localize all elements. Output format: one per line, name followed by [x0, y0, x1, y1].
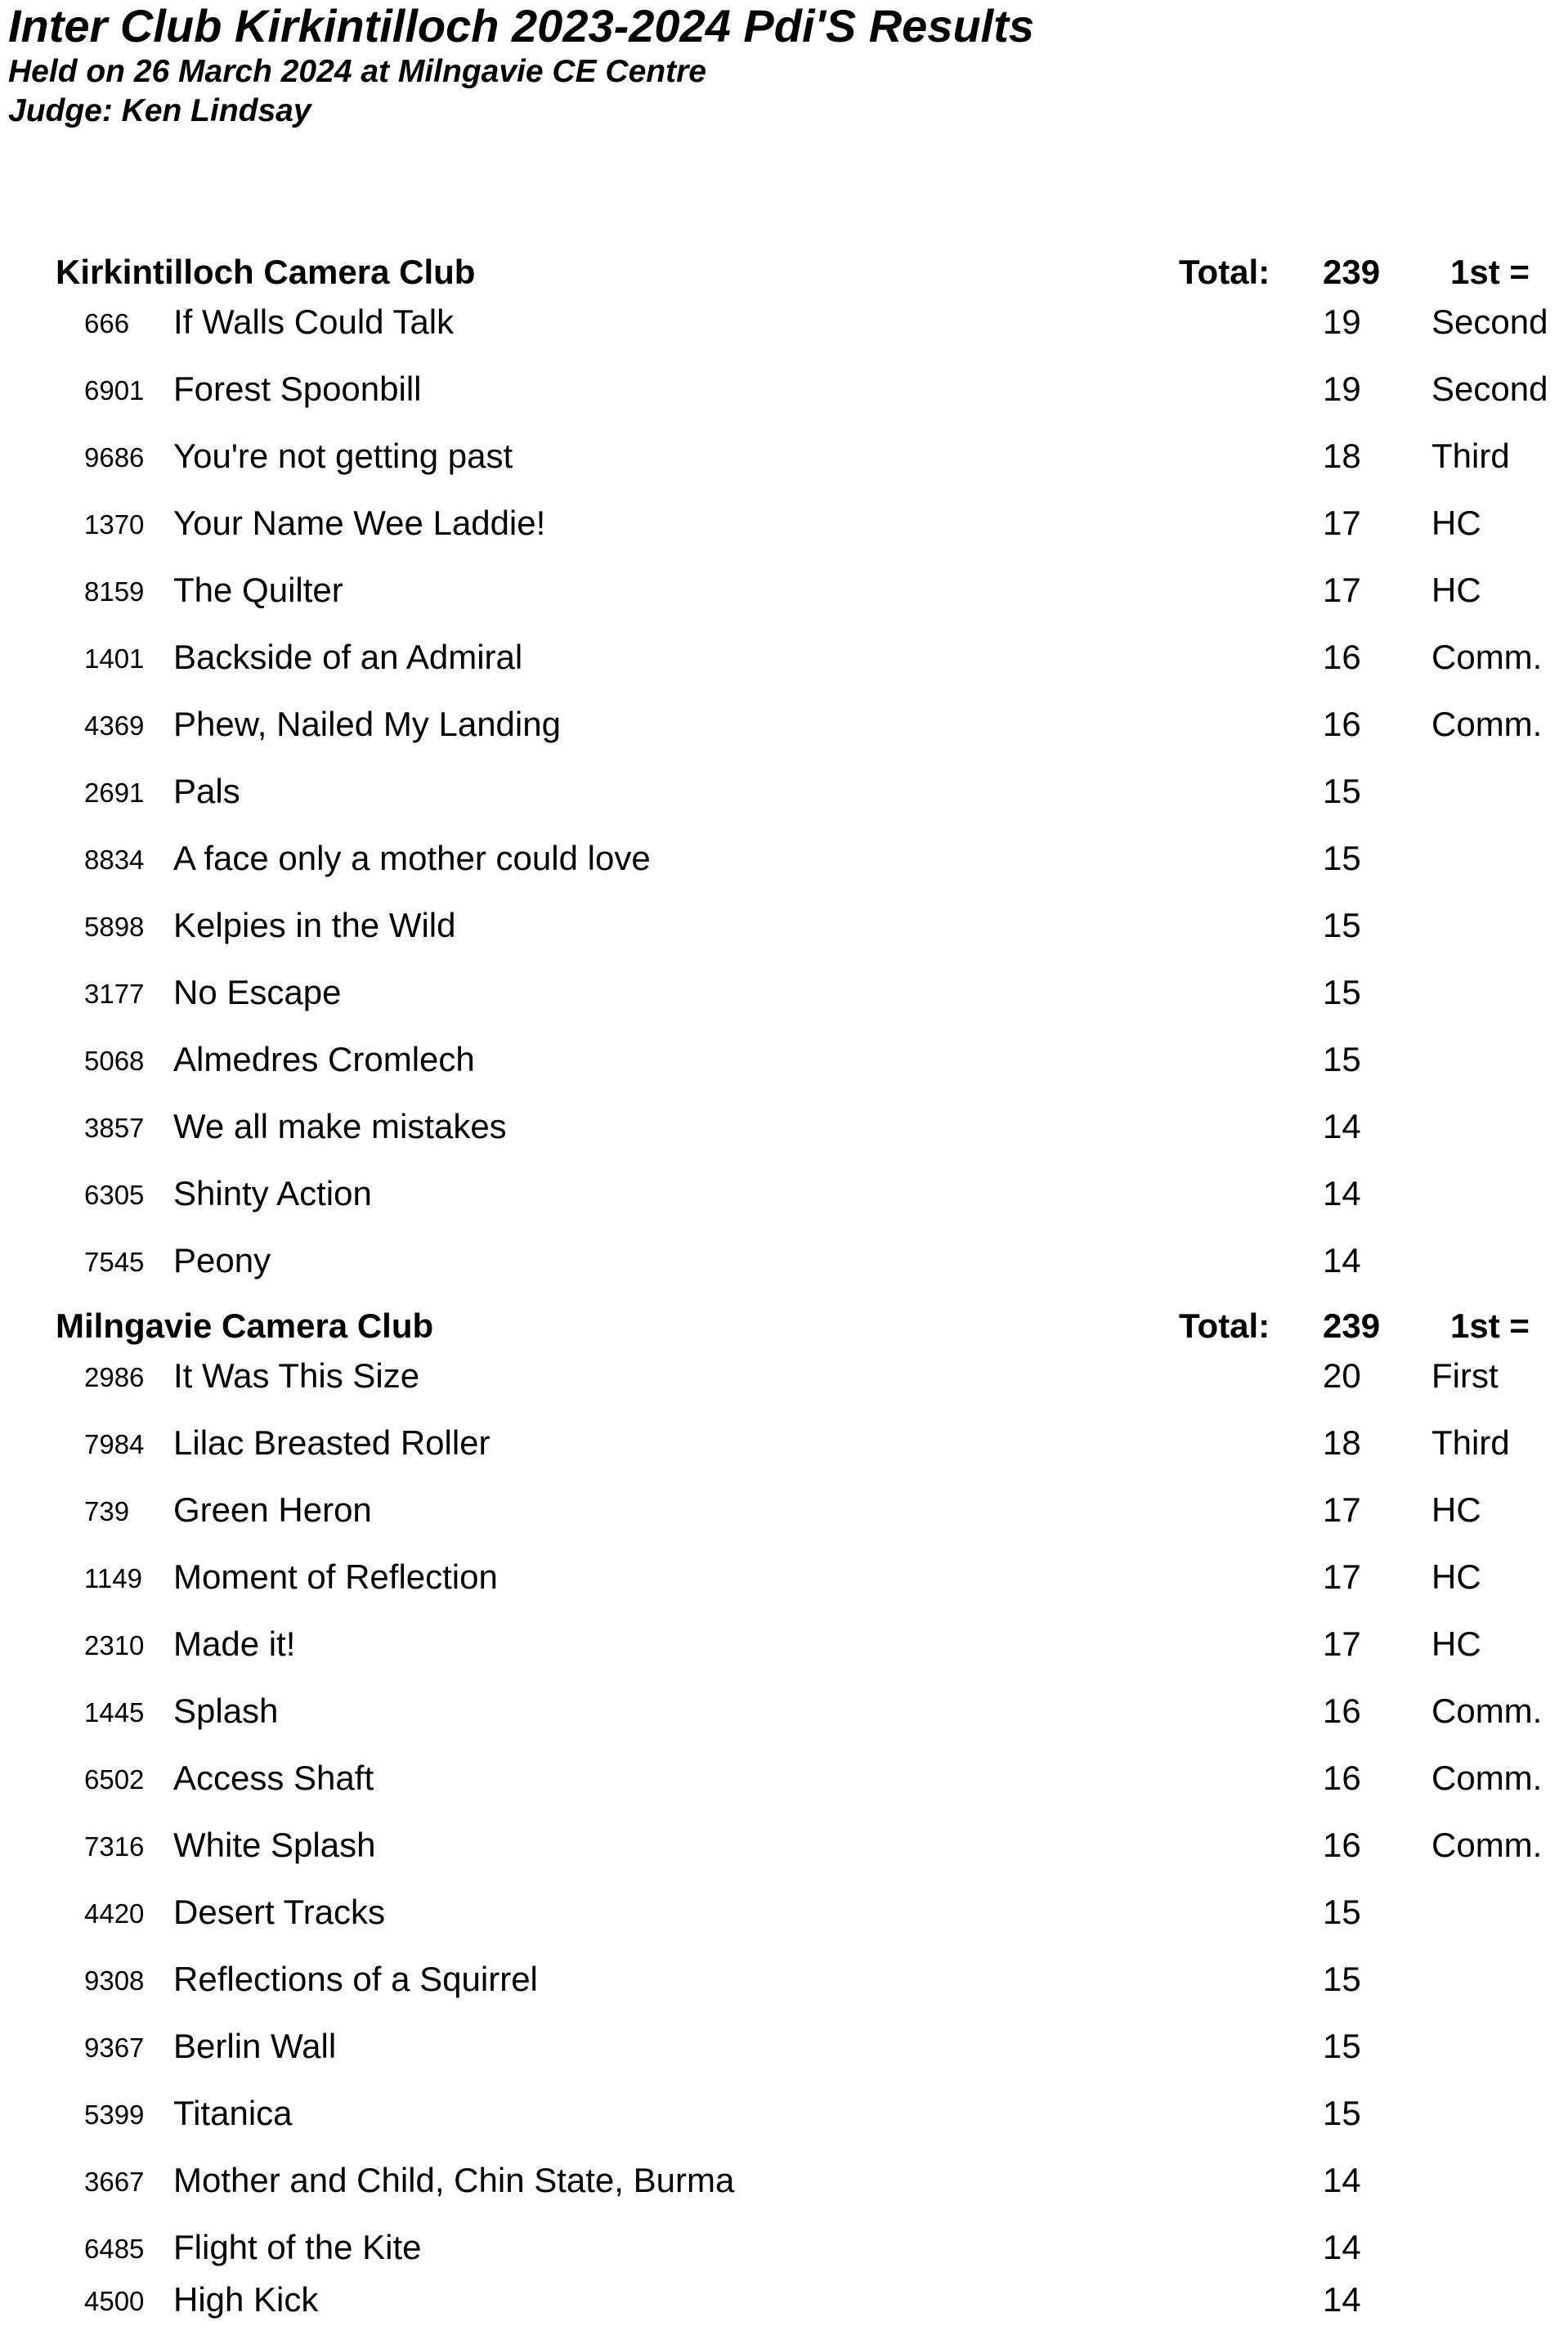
entry-row: [0, 2275, 1568, 2324]
entry-number: 8834: [84, 845, 145, 875]
entry-score: 15: [1323, 1960, 1361, 1998]
entry-row: [0, 1102, 1568, 1151]
entry-number: 6901: [84, 375, 145, 406]
entry-award: HC: [1431, 1557, 1481, 1596]
entry-award: Second: [1431, 370, 1548, 408]
entry-award: Comm.: [1431, 1692, 1543, 1730]
entry-row: [0, 700, 1568, 749]
entry-award: Third: [1431, 437, 1510, 475]
entry-number: 3857: [84, 1113, 145, 1143]
entry-number: 8159: [84, 576, 145, 607]
entry-row: [0, 1236, 1568, 1285]
entry-title: You're not getting past: [173, 437, 513, 475]
entry-title: Moment of Reflection: [173, 1557, 498, 1596]
entry-score: 14: [1323, 2280, 1361, 2319]
entry-number: 1149: [84, 1563, 142, 1593]
entry-award: First: [1431, 1356, 1499, 1395]
entry-row: [0, 767, 1568, 816]
entry-title: Backside of an Admiral: [173, 638, 523, 676]
entry-score: 14: [1323, 1174, 1361, 1212]
entry-award: HC: [1431, 571, 1481, 609]
page-title: Inter Club Kirkintilloch 2023-2024 Pdi'S Results: [8, 0, 1035, 52]
entry-title: A face only a mother could love: [173, 839, 651, 877]
entry-score: 18: [1323, 437, 1361, 475]
entry-row: [0, 1169, 1568, 1218]
club-total: 239: [1323, 253, 1381, 291]
entry-title: White Splash: [173, 1826, 376, 1864]
entry-title: If Walls Could Talk: [173, 303, 455, 341]
entry-row: [0, 1821, 1568, 1870]
entry-number: 739: [84, 1496, 130, 1526]
entry-title: Forest Spoonbill: [173, 370, 422, 408]
entry-number: 6485: [84, 2234, 145, 2264]
entry-number: 9308: [84, 1965, 145, 1996]
entry-row: [0, 1888, 1568, 1937]
entry-row: [0, 901, 1568, 950]
entry-title: Pals: [173, 772, 240, 810]
entry-award: HC: [1431, 504, 1481, 542]
entry-row: [0, 1955, 1568, 2004]
entry-row: [0, 2022, 1568, 2071]
entry-title: Berlin Wall: [173, 2027, 337, 2065]
entry-score: 15: [1323, 839, 1361, 877]
entry-title: High Kick: [173, 2280, 319, 2319]
entry-award: HC: [1431, 1625, 1481, 1663]
entry-row: [0, 1620, 1568, 1669]
entry-title: It Was This Size: [173, 1356, 420, 1395]
entry-award: Comm.: [1431, 1759, 1543, 1797]
entry-row: [0, 365, 1568, 414]
entry-title: Green Heron: [173, 1490, 372, 1529]
entry-number: 4500: [84, 2286, 145, 2316]
entry-title: Shinty Action: [173, 1174, 372, 1212]
entry-row: [0, 1754, 1568, 1803]
entry-number: 6305: [84, 1180, 145, 1210]
entry-number: 3177: [84, 979, 145, 1009]
club-placing: 1st =: [1450, 1306, 1530, 1345]
entry-number: 9686: [84, 442, 145, 473]
entry-award: Comm.: [1431, 638, 1543, 676]
club-total: 239: [1323, 1306, 1381, 1345]
entry-number: 6502: [84, 1764, 145, 1795]
entry-score: 16: [1323, 1826, 1361, 1864]
entry-title: Desert Tracks: [173, 1893, 386, 1931]
entry-number: 7545: [84, 1247, 145, 1277]
entry-score: 19: [1323, 303, 1361, 341]
entry-row: [0, 1351, 1568, 1401]
entry-number: 9367: [84, 2032, 145, 2063]
entry-row: [0, 2156, 1568, 2205]
entry-row: [0, 968, 1568, 1017]
entry-title: Your Name Wee Laddie!: [173, 504, 546, 542]
entry-number: 7984: [84, 1429, 145, 1459]
entry-number: 2310: [84, 1630, 145, 1660]
entry-score: 15: [1323, 2094, 1361, 2132]
entry-title: Reflections of a Squirrel: [173, 1960, 538, 1998]
club-name: Kirkintilloch Camera Club: [56, 253, 476, 291]
entry-row: [0, 1486, 1568, 1535]
entry-row: [0, 633, 1568, 682]
entry-number: 5068: [84, 1046, 145, 1076]
judge-name: Judge: Ken Lindsay: [8, 93, 311, 128]
entry-title: Kelpies in the Wild: [173, 906, 456, 944]
entry-award: Comm.: [1431, 1826, 1543, 1864]
entry-row: [0, 1687, 1568, 1736]
entry-score: 16: [1323, 1759, 1361, 1797]
entry-number: 7316: [84, 1831, 145, 1862]
entry-row: [0, 298, 1568, 347]
entry-number: 1445: [84, 1697, 145, 1728]
entry-number: 4369: [84, 710, 145, 741]
entry-score: 15: [1323, 1040, 1361, 1078]
club-section: [0, 1306, 1568, 2325]
entry-score: 15: [1323, 973, 1361, 1011]
entry-number: 5399: [84, 2100, 145, 2130]
entry-score: 17: [1323, 1557, 1361, 1596]
entry-number: 1401: [84, 643, 145, 674]
club-name: Milngavie Camera Club: [56, 1306, 434, 1345]
entry-score: 15: [1323, 906, 1361, 944]
entry-number: 3667: [84, 2167, 145, 2197]
entry-score: 15: [1323, 772, 1361, 810]
entry-title: No Escape: [173, 973, 342, 1011]
entry-award: Third: [1431, 1423, 1510, 1462]
entry-score: 14: [1323, 1107, 1361, 1145]
entry-title: Titanica: [173, 2094, 293, 2132]
entry-score: 17: [1323, 1625, 1361, 1663]
entry-score: 17: [1323, 1490, 1361, 1529]
entry-number: 5898: [84, 912, 145, 942]
entry-number: 2691: [84, 778, 145, 808]
entry-title: Splash: [173, 1692, 279, 1730]
entry-row: [0, 2089, 1568, 2138]
entry-row: [0, 1553, 1568, 1602]
event-details: Held on 26 March 2024 at Milngavie CE Centre: [8, 54, 706, 89]
entry-number: 4420: [84, 1898, 145, 1929]
entry-title: Made it!: [173, 1625, 296, 1663]
club-header: [0, 252, 1568, 293]
entry-title: Access Shaft: [173, 1759, 374, 1797]
entry-score: 16: [1323, 1692, 1361, 1730]
entry-title: We all make mistakes: [173, 1107, 507, 1145]
entry-row: [0, 1035, 1568, 1084]
entry-award: Comm.: [1431, 705, 1543, 743]
entry-award: Second: [1431, 303, 1548, 341]
entry-score: 14: [1323, 2161, 1361, 2199]
entry-title: Almedres Cromlech: [173, 1040, 475, 1078]
entry-score: 17: [1323, 504, 1361, 542]
entry-row: [0, 566, 1568, 615]
entry-score: 19: [1323, 370, 1361, 408]
entry-title: Peony: [173, 1241, 271, 1280]
club-placing: 1st =: [1450, 253, 1530, 291]
entry-title: Mother and Child, Chin State, Burma: [173, 2161, 735, 2199]
entry-title: Lilac Breasted Roller: [173, 1423, 491, 1462]
total-label: Total:: [1179, 1306, 1270, 1345]
entry-title: Phew, Nailed My Landing: [173, 705, 561, 743]
entry-score: 16: [1323, 705, 1361, 743]
entry-title: The Quilter: [173, 571, 343, 609]
entry-row: [0, 1418, 1568, 1468]
entry-row: [0, 432, 1568, 481]
club-header: [0, 1306, 1568, 1347]
entry-score: 18: [1323, 1423, 1361, 1462]
entry-row: [0, 2223, 1568, 2272]
entry-number: 666: [84, 308, 130, 338]
entry-score: 14: [1323, 1241, 1361, 1280]
entry-row: [0, 499, 1568, 548]
entry-score: 17: [1323, 571, 1361, 609]
total-label: Total:: [1179, 253, 1270, 291]
entry-award: HC: [1431, 1490, 1481, 1529]
entry-score: 15: [1323, 2027, 1361, 2065]
entry-number: 1370: [84, 509, 145, 540]
entry-title: Flight of the Kite: [173, 2228, 422, 2266]
entry-score: 16: [1323, 638, 1361, 676]
entry-row: [0, 834, 1568, 883]
entry-score: 20: [1323, 1356, 1361, 1395]
entry-score: 14: [1323, 2228, 1361, 2266]
club-section: [0, 252, 1568, 1282]
entry-score: 15: [1323, 1893, 1361, 1931]
entry-number: 2986: [84, 1362, 145, 1392]
